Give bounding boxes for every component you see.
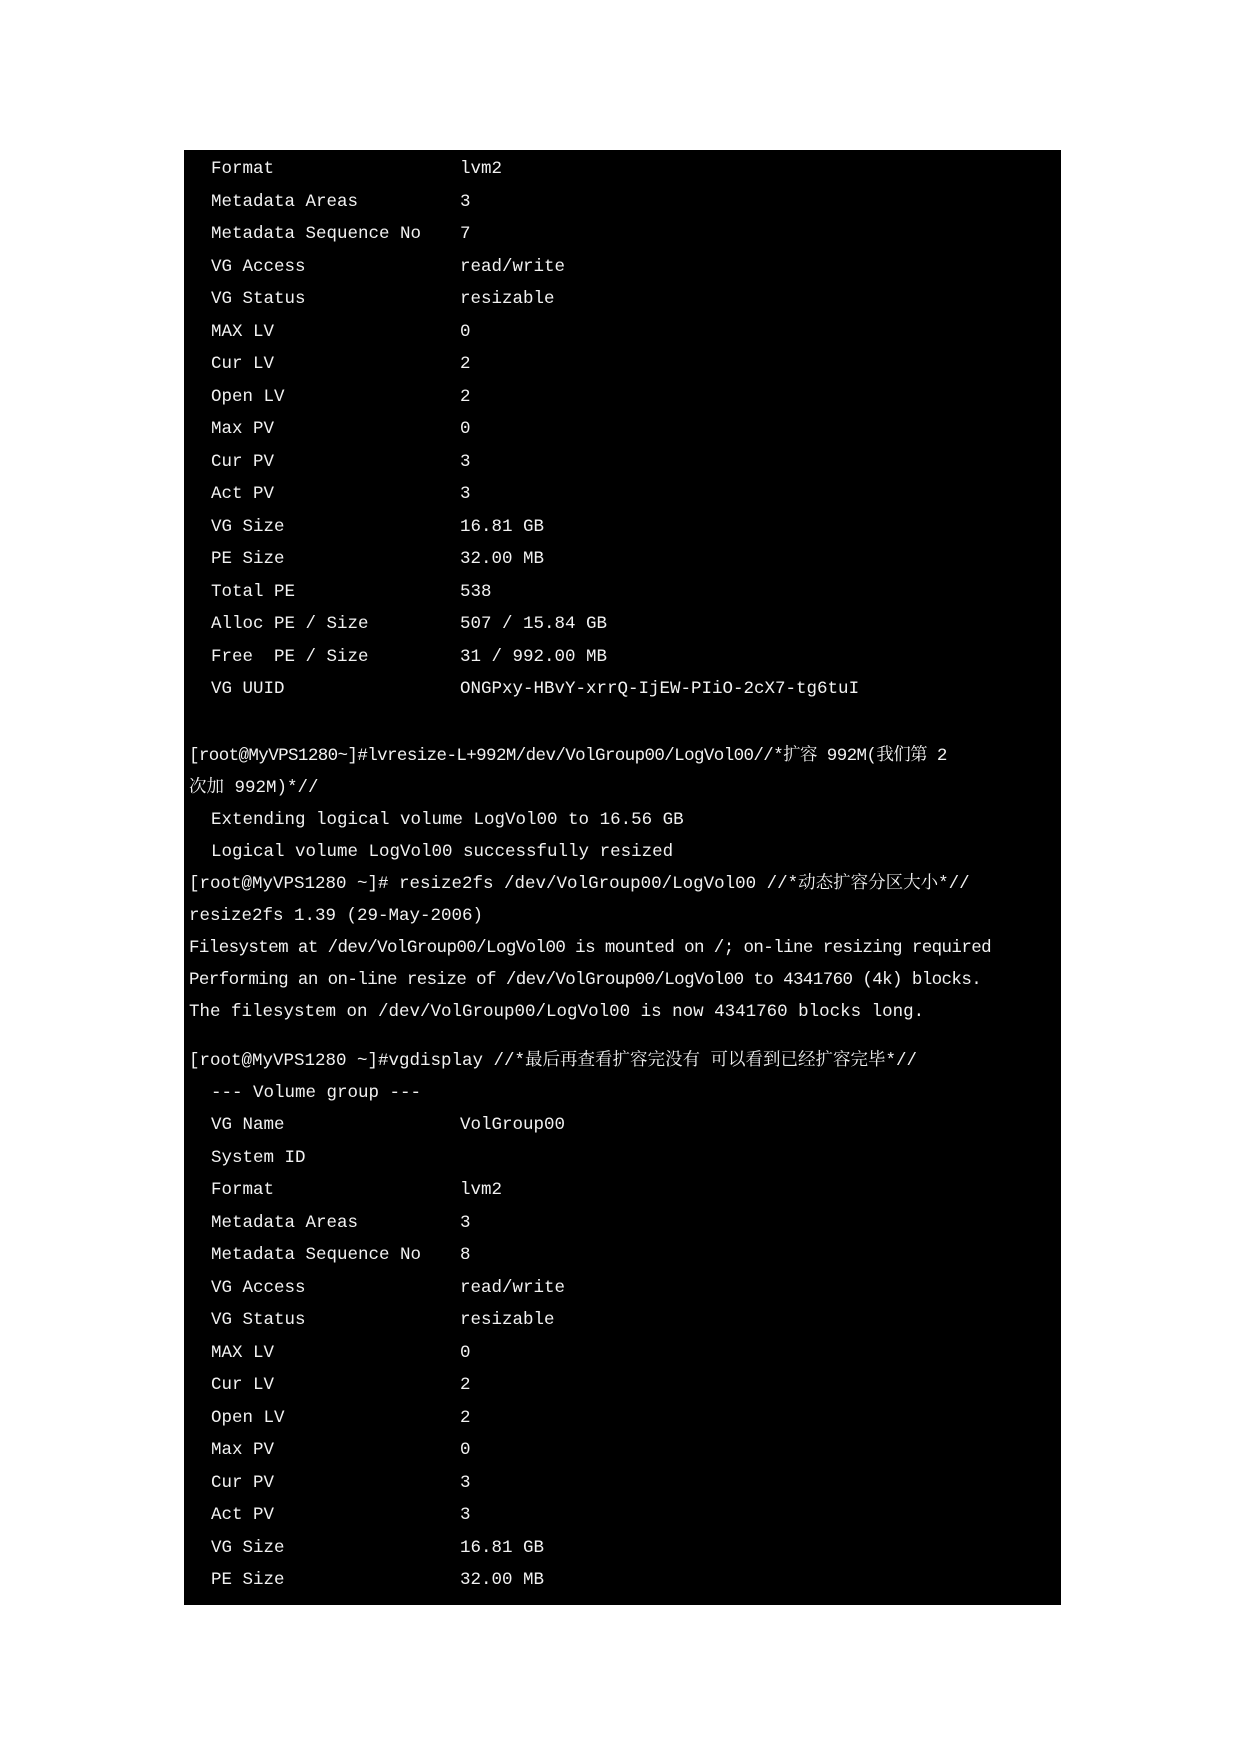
vg-row-value: read/write bbox=[460, 256, 566, 277]
vg-row-value: 0 bbox=[460, 321, 471, 342]
vg-row-label: Open LV bbox=[211, 1407, 285, 1428]
vg-row-value: 3 bbox=[460, 451, 471, 472]
vg-row-value: ONGPxy-HBvY-xrrQ-IjEW-PIiO-2cX7-tg6tuI bbox=[460, 679, 860, 699]
vgdisplay-command: [root@MyVPS1280 ~]#vgdisplay //*最后再查看扩容完没有 可以看到已经扩容完毕*// bbox=[189, 1051, 918, 1071]
vg-row-label: Free PE / Size bbox=[211, 646, 369, 667]
vg-row-label: Max PV bbox=[211, 419, 275, 439]
vg-row-value: 507 / 15.84 GB bbox=[460, 614, 608, 634]
vg-row-value: 32.00 MB bbox=[460, 549, 545, 569]
vg-row-label: Alloc PE / Size bbox=[211, 614, 369, 634]
vg-row-label: Metadata Sequence No bbox=[211, 224, 422, 244]
lvresize-command-continued: 次加 992M)*// bbox=[189, 778, 319, 798]
vg-row-value: VolGroup00 bbox=[460, 1115, 566, 1135]
vg-row-value: 32.00 MB bbox=[460, 1570, 545, 1590]
vg-row-label: Max PV bbox=[211, 1440, 275, 1460]
vg-row-value: lvm2 bbox=[460, 1180, 503, 1200]
vg-row-value: read/write bbox=[460, 1277, 566, 1298]
vg-row-label: VG Status bbox=[211, 1310, 306, 1330]
vg-row-value: 3 bbox=[460, 191, 471, 212]
vg-row-label: Metadata Sequence No bbox=[211, 1245, 422, 1265]
vg-row-label: Cur LV bbox=[211, 354, 275, 374]
vg-row-label: Metadata Areas bbox=[211, 191, 359, 212]
vg-row-value: 0 bbox=[460, 1440, 471, 1460]
vg-row-value: 3 bbox=[460, 1472, 471, 1493]
vg-row-label: System ID bbox=[211, 1147, 306, 1168]
resize2fs-command: [root@MyVPS1280 ~]# resize2fs /dev/VolGroup00/LogVol00 //*动态扩容分区大小*// bbox=[189, 874, 970, 894]
vg-row-label: Cur PV bbox=[211, 451, 275, 472]
volume-group-header: --- Volume group --- bbox=[211, 1083, 422, 1103]
vg-row-value: 31 / 992.00 MB bbox=[460, 646, 608, 667]
vg-row-value: 2 bbox=[460, 354, 471, 374]
vg-row-label: VG Size bbox=[211, 1537, 285, 1558]
vg-row-value: 3 bbox=[460, 484, 471, 504]
vg-row-label: PE Size bbox=[211, 549, 285, 569]
vg-row-label: Metadata Areas bbox=[211, 1212, 359, 1233]
vg-row-label: VG Access bbox=[211, 1277, 306, 1298]
vg-row-value: 2 bbox=[460, 1375, 471, 1395]
resize2fs-output: resize2fs 1.39 (29-May-2006) bbox=[189, 906, 484, 926]
vg-row-label: Open LV bbox=[211, 386, 285, 407]
vg-row-label: Act PV bbox=[211, 1505, 275, 1525]
lvresize-output: Extending logical volume LogVol00 to 16.56 GB bbox=[211, 810, 684, 830]
vg-row-label: VG Access bbox=[211, 256, 306, 277]
vg-row-value: 538 bbox=[460, 581, 492, 602]
vg-row-label: VG Name bbox=[211, 1115, 285, 1135]
vg-row-value: lvm2 bbox=[460, 159, 503, 179]
vg-row-value: 7 bbox=[460, 224, 471, 244]
vg-row-label: Total PE bbox=[211, 581, 296, 602]
vg-row-label: PE Size bbox=[211, 1570, 285, 1590]
vg-row-label: Act PV bbox=[211, 484, 275, 504]
vg-row-label: Format bbox=[211, 1180, 275, 1200]
vg-row-label: VG UUID bbox=[211, 679, 285, 699]
vg-row-label: Format bbox=[211, 159, 275, 179]
vg-row-value: 0 bbox=[460, 419, 471, 439]
vg-row-value: resizable bbox=[460, 289, 555, 309]
vg-row-label: MAX LV bbox=[211, 1342, 275, 1363]
vg-row-label: Cur PV bbox=[211, 1472, 275, 1493]
vg-row-value: 2 bbox=[460, 1407, 471, 1428]
vg-row-value: resizable bbox=[460, 1310, 555, 1330]
lvresize-command: [root@MyVPS1280~]#lvresize-L+992M/dev/VolGroup00/LogVol00//*扩容 992M(我们第 2 bbox=[189, 746, 947, 766]
terminal-screenshot bbox=[184, 150, 1061, 1605]
resize2fs-output: Filesystem at /dev/VolGroup00/LogVol00 is mounted on /; on-line resizing required bbox=[189, 938, 992, 958]
vg-row-value: 3 bbox=[460, 1505, 471, 1525]
vg-row-value: 8 bbox=[460, 1245, 471, 1265]
vg-row-value: 3 bbox=[460, 1212, 471, 1233]
vg-row-value: 16.81 GB bbox=[460, 1537, 545, 1558]
vg-row-label: VG Status bbox=[211, 289, 306, 309]
vg-row-value: 2 bbox=[460, 386, 471, 407]
vg-row-label: Cur LV bbox=[211, 1375, 275, 1395]
vg-row-label: MAX LV bbox=[211, 321, 275, 342]
resize2fs-output: The filesystem on /dev/VolGroup00/LogVol00 is now 4341760 blocks long. bbox=[189, 1002, 925, 1022]
vg-row-value: 16.81 GB bbox=[460, 516, 545, 537]
resize2fs-output: Performing an on-line resize of /dev/VolGroup00/LogVol00 to 4341760 (4k) blocks. bbox=[189, 970, 982, 990]
vg-row-value: 0 bbox=[460, 1342, 471, 1363]
vg-row-label: VG Size bbox=[211, 516, 285, 537]
lvresize-output: Logical volume LogVol00 successfully resized bbox=[211, 842, 674, 862]
